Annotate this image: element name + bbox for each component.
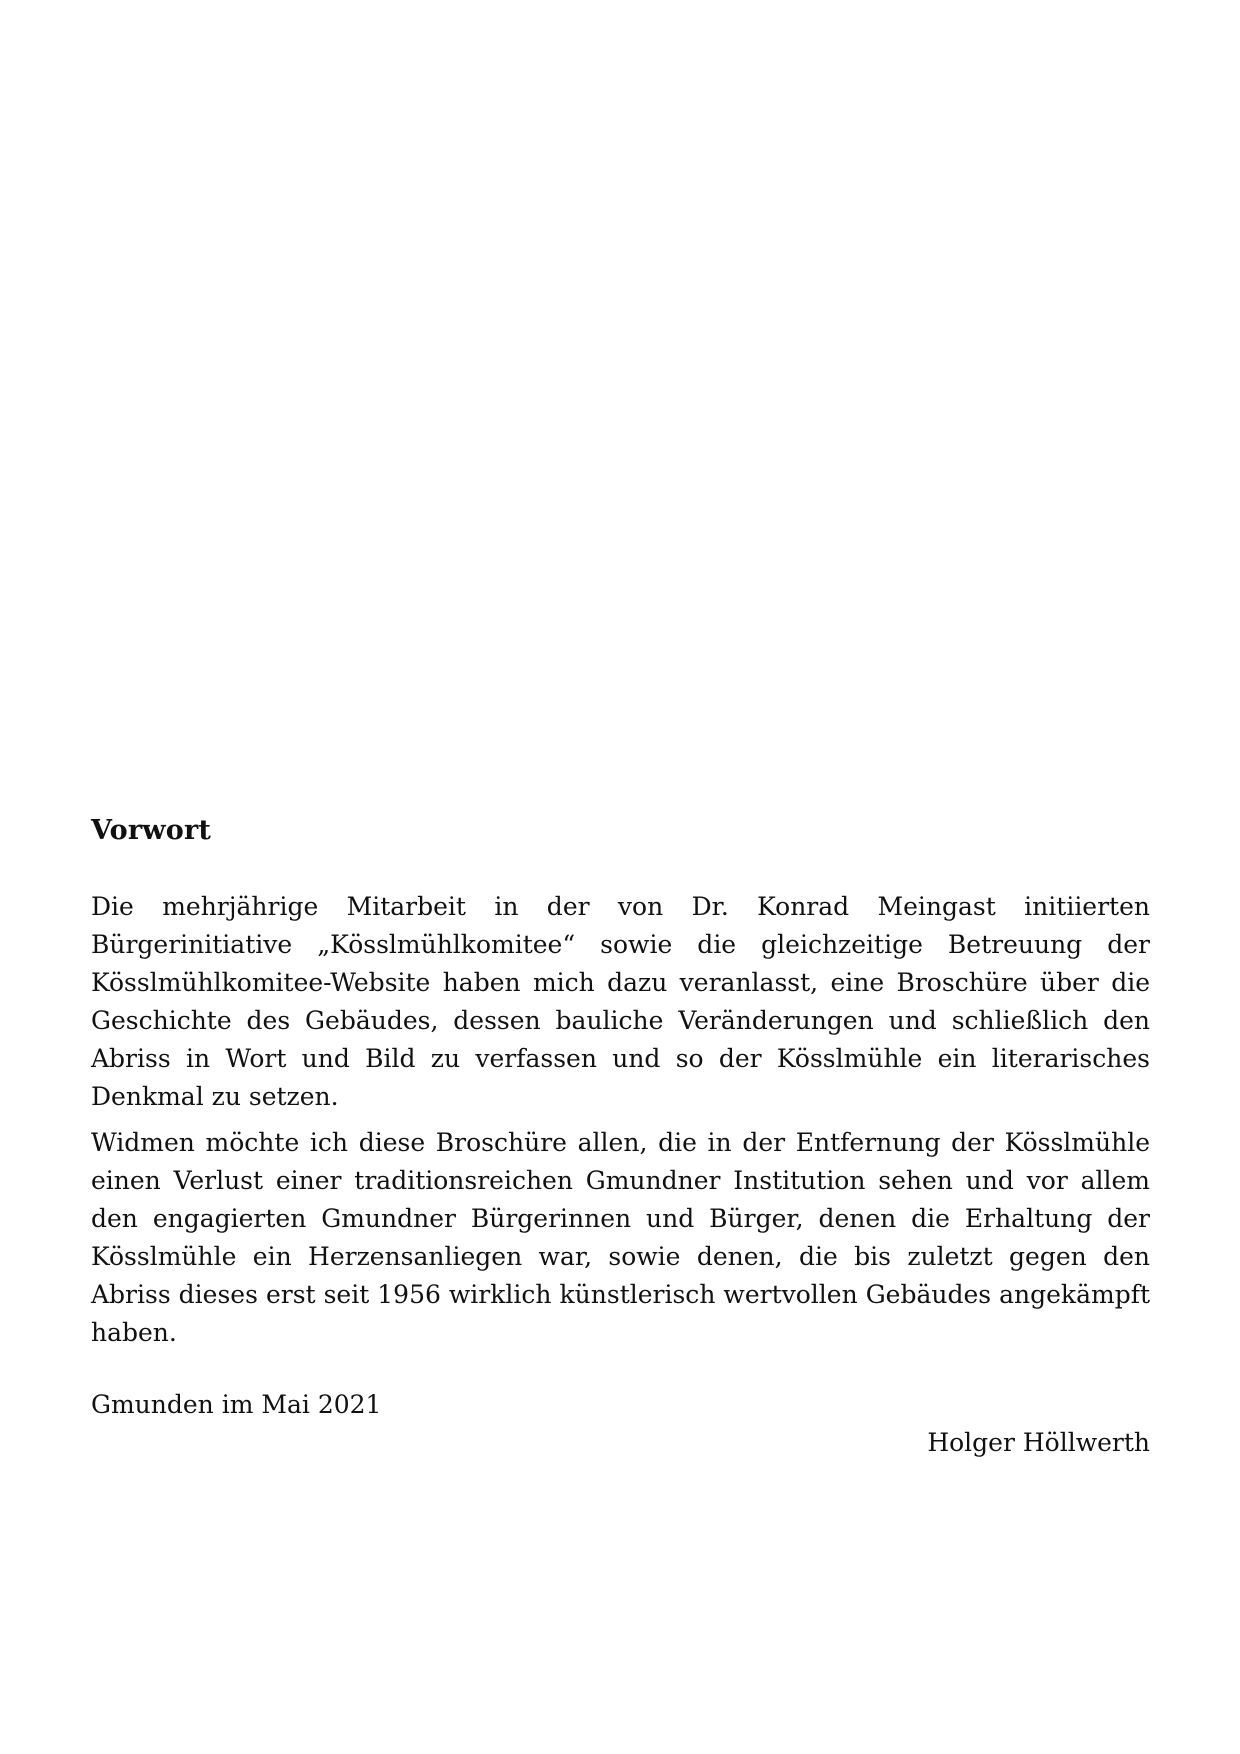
paragraph-dedication: Widmen möchte ich diese Broschüre allen, die in der Entfernung der Kösslmühle einen Verlust einer traditionsreichen Gmundner Institution sehen und vor allem den engagierten Gmundner Bürgerinnen und Bürger, denen die Erhaltung der Kösslmühle ein Herzensanliegen war, sowie denen, die bis zuletzt gegen den Abriss dieses erst seit 1956 wirklich künstlerisch wertvollen Gebäudes angekämpft haben. [91, 1128, 1150, 1347]
section-heading: Vorwort [91, 815, 212, 846]
paragraph-motivation: Die mehrjährige Mitarbeit in der von Dr. Konrad Meingast initiierten Bürgerinitiative „Kösslmühlkomitee“ sowie die gleichzeitige Betreuung der Kösslmühlkomitee-Website haben mich dazu veranlasst, eine Broschüre über die Geschichte des Gebäudes, dessen bauliche Veränderungen und schließlich den Abriss in Wort und Bild zu verfassen und so der Kösslmühle ein literarisches Denkmal zu setzen. [91, 892, 1150, 1111]
foreword-section [91, 812, 1150, 1462]
author-signature-name: Holger Höllwerth [927, 1428, 1150, 1457]
place-and-date: Gmunden im Mai 2021 [91, 1390, 382, 1419]
